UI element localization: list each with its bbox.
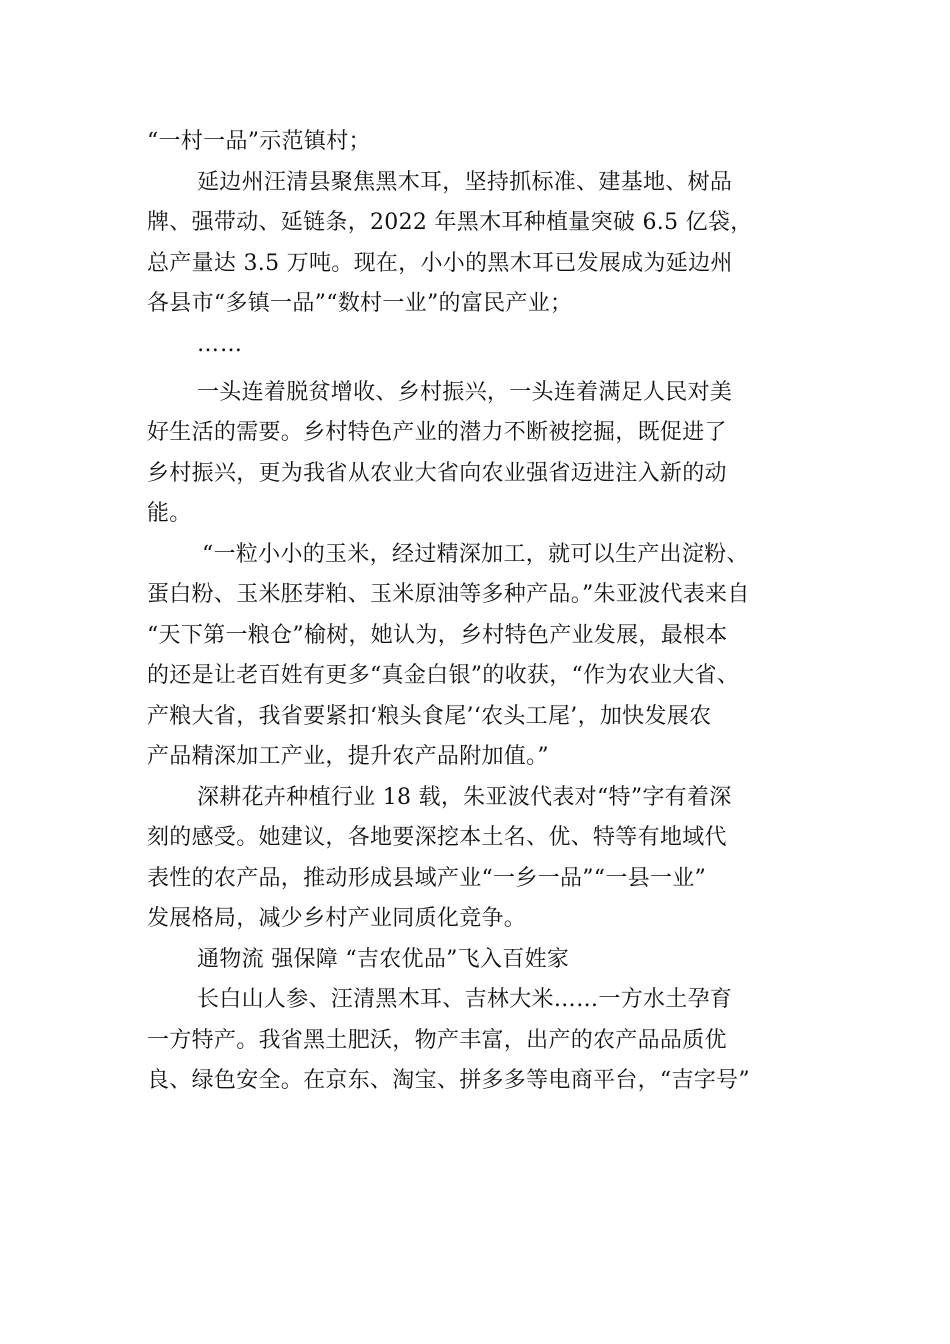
text-line: 一方特产。我省黑土肥沃，物产丰富，出产的农产品品质优 bbox=[147, 1027, 727, 1053]
text-line: 产品精深加工产业，提升农产品附加值。” bbox=[147, 744, 549, 769]
text-line: 良、绿色安全。在京东、淘宝、拼多多等电商平台，“吉字号” bbox=[147, 1068, 750, 1093]
text-line: 的还是让老百姓有更多“真金白银”的收获，“作为农业大省、 bbox=[147, 663, 740, 688]
text-line: “天下第一粮仓”榆树，她认为，乡村特色产业发展，最根本 bbox=[147, 622, 728, 648]
text-line: 产粮大省，我省要紧扣‘粮头食尾’‘农头工尾’，加快发展农 bbox=[147, 703, 712, 729]
ellipsis: …… bbox=[197, 331, 243, 357]
text-line: “一村一品”示范镇村； bbox=[147, 129, 371, 154]
text-line: 牌、强带动、延链条，2022 年黑木耳种植量突破 6.5 亿袋， bbox=[147, 210, 753, 235]
section-heading: 通物流 强保障 “吉农优品”飞入百姓家 bbox=[197, 946, 570, 972]
text-line: 各县市“多镇一品”“数村一业”的富民产业； bbox=[147, 291, 573, 316]
text-line: 长白山人参、汪清黑木耳、吉林大米……一方水土孕育 bbox=[197, 987, 733, 1012]
body-text bbox=[147, 122, 812, 1102]
text-line: 表性的农产品，推动形成县域产业“一乡一品”“一县一业” bbox=[147, 865, 707, 891]
text-line: 延边州汪清县聚焦黑木耳，坚持抓标准、建基地、树品 bbox=[197, 169, 733, 195]
text-line: 深耕花卉种植行业 18 载，朱亚波代表对“特”字有着深 bbox=[197, 784, 732, 810]
text-line: 总产量达 3.5 万吨。现在，小小的黑木耳已发展成为延边州 bbox=[147, 250, 733, 276]
text-line: 一头连着脱贫增收、乡村振兴，一头连着满足人民对美 bbox=[197, 379, 733, 405]
text-line: 好生活的需要。乡村特色产业的潜力不断被挖掘，既促进了 bbox=[147, 420, 727, 445]
text-line: 发展格局，减少乡村产业同质化竞争。 bbox=[147, 906, 527, 931]
text-line: 刻的感受。她建议，各地要深挖本土名、优、特等有地域代 bbox=[147, 825, 727, 850]
text-line: 乡村振兴，更为我省从农业大省向农业强省迈进注入新的动 bbox=[147, 460, 727, 486]
text-line: 蛋白粉、玉米胚芽粕、玉米原油等多种产品。”朱亚波代表来自 bbox=[147, 582, 750, 607]
text-line: “一粒小小的玉米，经过精深加工，就可以生产出淀粉、 bbox=[202, 541, 749, 567]
text-line: 能。 bbox=[147, 501, 192, 526]
